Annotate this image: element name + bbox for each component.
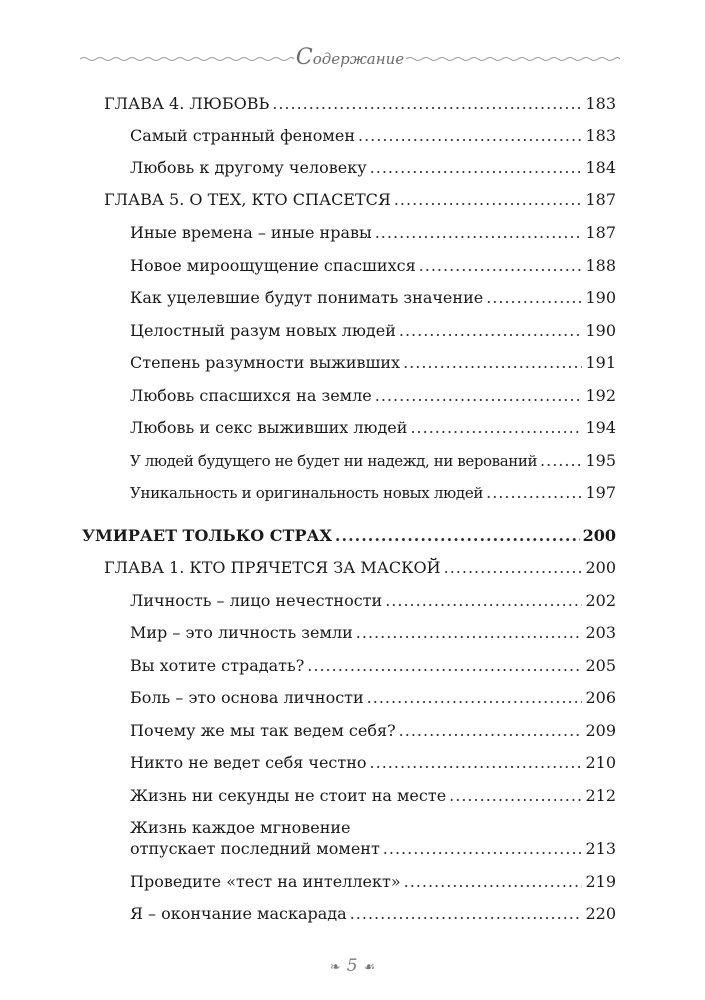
toc-entry: Почему же мы так ведем себя? ..... 209 (130, 721, 616, 741)
toc-entry: У людей будущего не будет ни надежд, ни верований ..... 195 (130, 451, 616, 471)
running-header (80, 44, 620, 74)
toc-entry: Самый странный феномен ..... 183 (130, 126, 616, 146)
toc-entry: Целостный разум новых людей ..... 190 (130, 321, 616, 341)
toc-entry: Личность – лицо нечестности ..... 202 (130, 591, 616, 611)
toc-entry: Я – окончание маскарада ..... 220 (130, 904, 616, 924)
toc-entry: Мир – это личность земли ..... 203 (130, 623, 616, 643)
toc-entry: Уникальность и оригинальность новых людей ..... 197 (130, 483, 616, 503)
toc-entry: Любовь спасшихся на земле ..... 192 (130, 386, 616, 406)
toc-entry: Как уцелевшие будут понимать значение ..... 190 (130, 288, 616, 308)
page-number: 5 (346, 956, 358, 976)
toc-entry: Иные времена – иные нравы ..... 187 (130, 223, 616, 243)
page-footer (0, 956, 705, 976)
toc-entry: Новое мироощущение спасшихся ..... 188 (130, 256, 616, 276)
toc-entry: Жизнь ни секунды не стоит на месте ..... 212 (130, 786, 616, 806)
toc-entry: ГЛАВА 1. КТО ПРЯЧЕТСЯ ЗА МАСКОЙ ..... 200 (104, 558, 616, 578)
toc-part-entry: УМИРАЕТ ТОЛЬКО СТРАХ ..... 200 (82, 526, 616, 546)
toc-entry: Проведите «тест на интеллект» ..... 219 (130, 872, 616, 892)
toc-entry-line1: Жизнь каждое мгновение (130, 818, 351, 837)
left-ornament-icon: ❧ (329, 960, 341, 975)
toc-entry: Вы хотите страдать? ..... 205 (130, 656, 616, 676)
toc-entry: Любовь и секс выживших людей ..... 194 (130, 418, 616, 438)
header-title: Содержание (295, 45, 405, 70)
toc-entry: Степень разумности выживших ..... 191 (130, 353, 616, 373)
toc-entry: ГЛАВА 5. О ТЕХ, КТО СПАСЕТСЯ ..... 187 (104, 190, 616, 210)
toc-entry: Никто не ведет себя честно ..... 210 (130, 753, 616, 773)
toc-entry: отпускает последний момент ..... 213 (130, 839, 616, 859)
toc-entry: Любовь к другому человеку ..... 184 (130, 158, 616, 178)
toc-entry: ГЛАВА 4. ЛЮБОВЬ ..... 183 (104, 94, 616, 114)
right-ornament-icon: ☙ (363, 960, 376, 975)
toc-entry: Боль – это основа личности ..... 206 (130, 688, 616, 708)
